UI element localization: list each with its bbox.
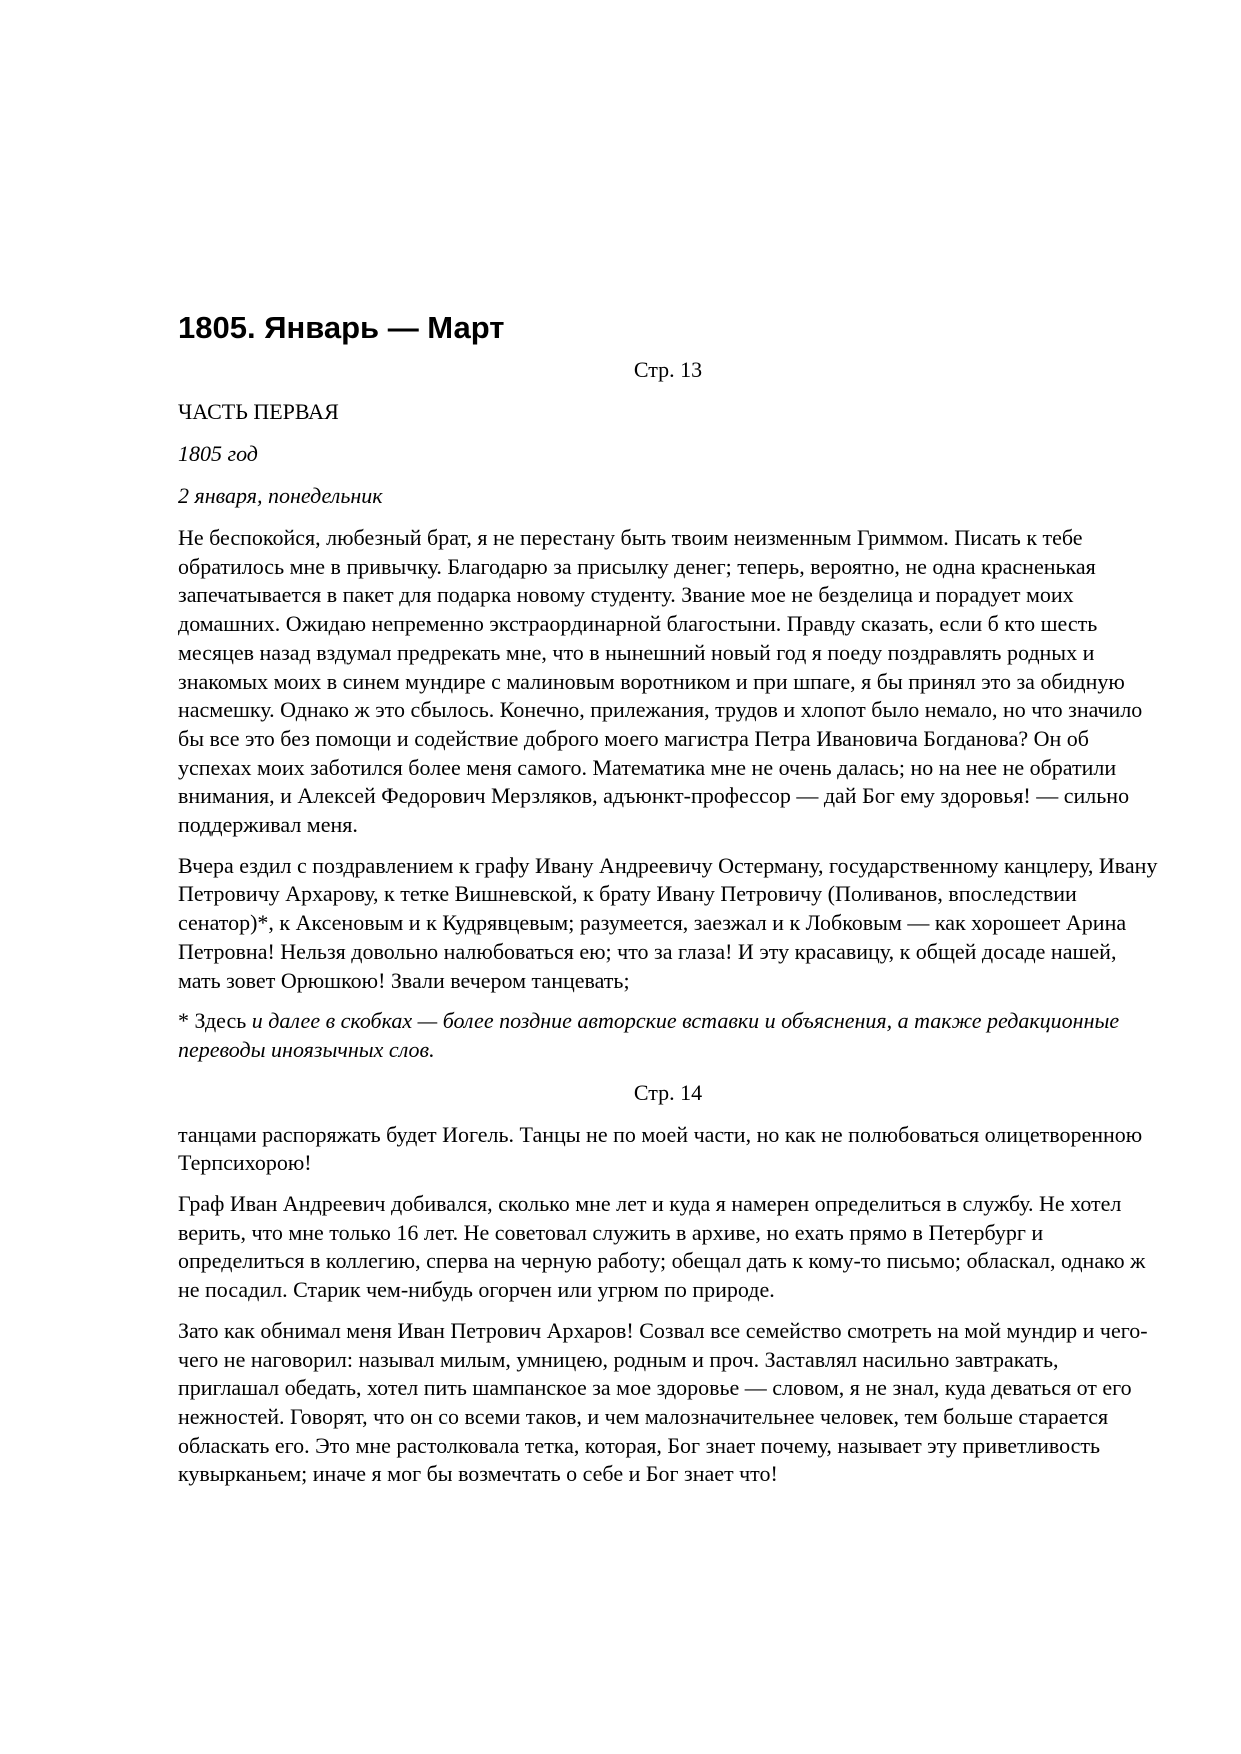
chapter-title: 1805. Январь — Март — [178, 310, 505, 345]
footnote-text: и далее в скобках — более поздние авторские вставки и объяснения, а также редакционные переводы иноязычных слов. — [178, 1008, 1120, 1062]
year-heading: 1805 год — [178, 441, 258, 466]
page-number-14: Стр. 14 — [633, 1079, 703, 1105]
paragraph: Не беспокойся, любезный брат, я не перестану быть твоим неизменным Гриммом. Писать к тебе обратилось мне в привычку. Благодарю за присылку денег; теперь, вероятно, не одна красненькая запечатывается в пакет для подарка новому студенту. Звание мое не безделица и порадует моих домашних. Ожидаю непременно экстраординарной благостыни. Правду сказать, если б кто шесть месяцев назад вздумал предрекать мне, что в нынешний новый год я поеду поздравлять родных и знакомых моих в синем мундире с малиновым воротником и при шпаге, я бы принял это за обидную насмешку. Однако ж это сбылось. Конечно, прилежания, трудов и хлопот было немало, но что значило бы все это без помощи и содействие доброго моего магистра Петра Ивановича Богданова? Он об успехах моих заботился более меня самого. Математика мне не очень далась; но на нее не обратили внимания, и Алексей Федорович Мерзляков, адъюнкт-профессор — дай Бог ему здоровья! — сильно поддерживал меня. — [178, 525, 1143, 838]
paragraph: Зато как обнимал меня Иван Петрович Архаров! Созвал все семейство смотреть на мой мундир и чего-чего не наговорил: называл милым, умницею, родным и проч. Заставлял насильно завтракать, приглашал обедать, хотел пить шампанское за мое здоровье — словом, я не знал, куда деваться от его нежностей. Говорят, что он со всеми таков, и чем малозначительнее человек, тем больше старается обласкать его. Это мне растолковала тетка, которая, Бог знает почему, называет эту приветливость кувырканьем; иначе я мог бы возмечтать о себе и Бог знает что! — [178, 1317, 1148, 1487]
paragraph: танцами распоряжать будет Иогель. Танцы не по моей части, но как не полюбоваться олицетворенною Терпсихорою! — [178, 1121, 1143, 1176]
footnote — [178, 1007, 1158, 1064]
page-number-13: Стр. 13 — [633, 357, 703, 382]
paragraph: Граф Иван Андреевич добивался, сколько мне лет и куда я намерен определиться в службу. Не хотел верить, что мне только 16 лет. Не советовал служить в архиве, но ехать прямо в Петербург и определиться в коллегию, сперва на черную работу; обещал дать к кому-то письмо; обласкал, однако ж не посадил. Старик чем-нибудь огорчен или угрюм по природе. — [178, 1191, 1146, 1303]
part-title: ЧАСТЬ ПЕРВАЯ — [178, 399, 339, 424]
date-heading: 2 января, понедельник — [178, 483, 383, 508]
document-page — [178, 308, 1158, 1501]
footnote-marker: * Здесь — [178, 1008, 252, 1034]
paragraph: Вчера ездил с поздравлением к графу Ивану Андреевичу Остерману, государственному канцлеру, Ивану Петровичу Архарову, к тетке Вишневской, к брату Ивану Петровичу (Поливанов, впоследствии сенатор)*, к Аксеновым и к Кудрявцевым; разумеется, заезжал и к Лобковым — как хорошеет Арина Петровна! Нельзя довольно налюбоваться ею; что за глаза! И эту красавицу, к общей досаде нашей, мать зовет Орюшкою! Звали вечером танцевать; — [178, 852, 1158, 993]
